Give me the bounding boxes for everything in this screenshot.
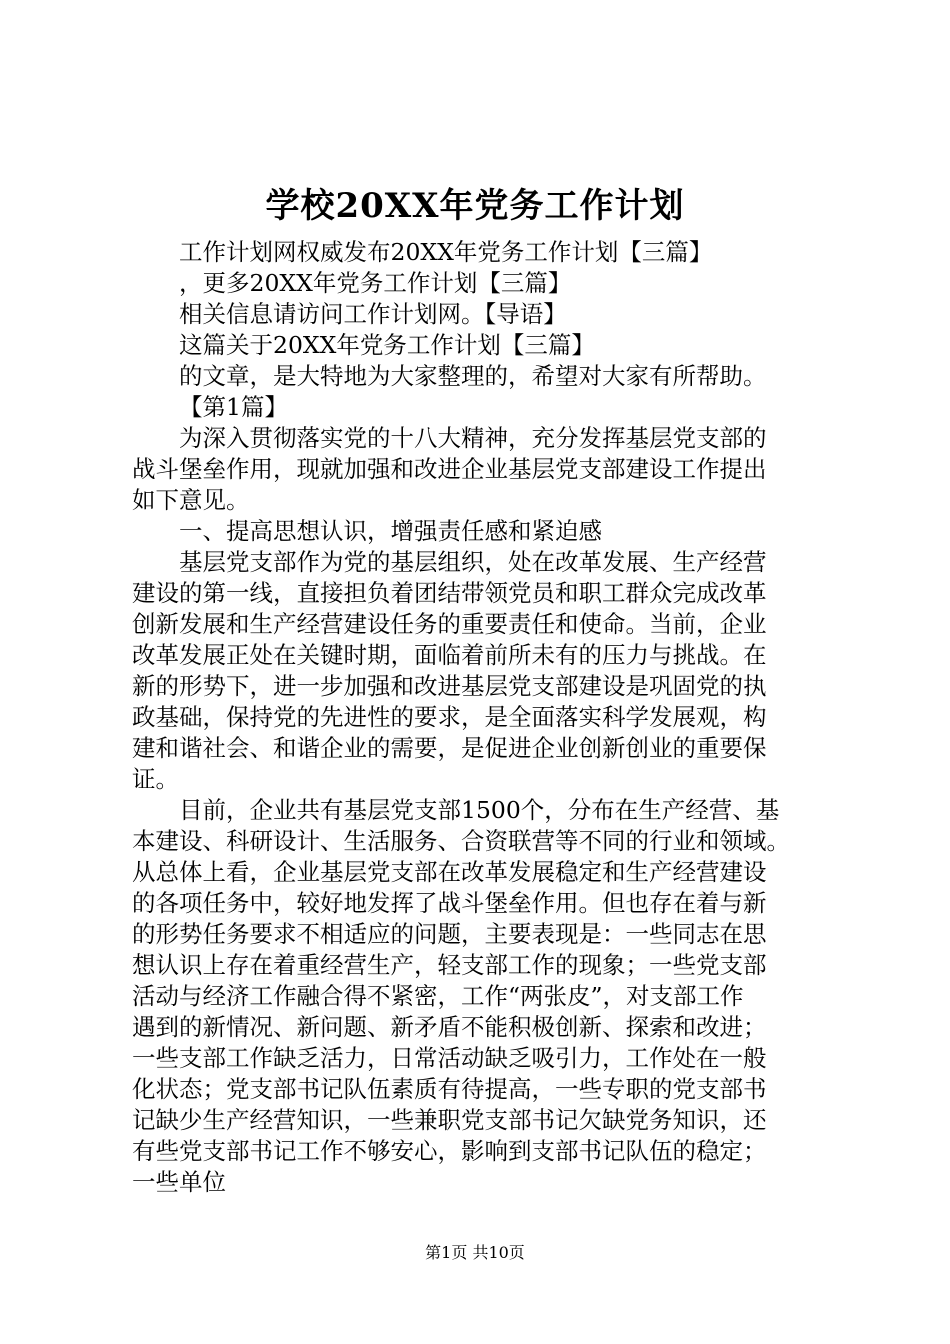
paragraph-line: 为深入贯彻落实党的十八大精神，充分发挥基层党支部的: [179, 424, 767, 452]
paragraph-line: 新的形势下，进一步加强和改进基层党支部建设是巩固党的执: [132, 672, 767, 700]
intro-line: 的文章，是大特地为大家整理的，希望对大家有所帮助。: [179, 362, 767, 390]
paragraph-line: 活动与经济工作融合得不紧密，工作“两张皮”，对支部工作: [132, 982, 744, 1010]
paragraph-line: 一些支部工作缺乏活力，日常活动缺乏吸引力，工作处在一般: [132, 1044, 767, 1072]
section-heading: 一、提高思想认识，增强责任感和紧迫感: [179, 517, 602, 545]
paragraph-line: 证。: [132, 765, 179, 793]
paragraph-line: 本建设、科研设计、生活服务、合资联营等不同的行业和领域。: [132, 827, 790, 855]
paragraph-line: 目前，企业共有基层党支部1500个，分布在生产经营、基: [179, 796, 780, 824]
page-footer: 第1页 共10页: [425, 1243, 525, 1262]
paragraph-line: 创新发展和生产经营建设任务的重要责任和使命。当前，企业: [132, 610, 767, 638]
section-label: 【第1篇】: [179, 393, 288, 421]
paragraph-line: 建设的第一线，直接担负着团结带领党员和职工群众完成改革: [132, 579, 767, 607]
paragraph-line: 改革发展正处在关键时期，面临着前所未有的压力与挑战。在: [132, 641, 767, 669]
paragraph-line: 从总体上看，企业基层党支部在改革发展稳定和生产经营建设: [132, 858, 767, 886]
paragraph-line: 的形势任务要求不相适应的问题，主要表现是：一些同志在思: [132, 920, 767, 948]
document-title: 学校20XX年党务工作计划: [265, 186, 685, 226]
paragraph-line: 政基础，保持党的先进性的要求，是全面落实科学发展观，构: [132, 703, 767, 731]
paragraph-line: 有些党支部书记工作不够安心，影响到支部书记队伍的稳定；: [132, 1137, 767, 1165]
intro-line: 这篇关于20XX年党务工作计划【三篇】: [179, 331, 595, 359]
intro-line: ，更多20XX年党务工作计划【三篇】: [179, 269, 572, 297]
intro-line: 工作计划网权威发布20XX年党务工作计划【三篇】: [179, 238, 713, 266]
paragraph-line: 想认识上存在着重经营生产，轻支部工作的现象；一些党支部: [132, 951, 767, 979]
paragraph-line: 建和谐社会、和谐企业的需要，是促进企业创新创业的重要保: [132, 734, 767, 762]
intro-line: 相关信息请访问工作计划网。【导语】: [179, 300, 567, 328]
paragraph-line: 基层党支部作为党的基层组织，处在改革发展、生产经营: [179, 548, 767, 576]
paragraph-line: 化状态；党支部书记队伍素质有待提高，一些专职的党支部书: [132, 1075, 767, 1103]
document-body: [132, 206, 832, 1198]
paragraph-line: 如下意见。: [132, 486, 250, 514]
paragraph-line: 记缺少生产经营知识，一些兼职党支部书记欠缺党务知识，还: [132, 1106, 767, 1134]
paragraph-line: 的各项任务中，较好地发挥了战斗堡垒作用。但也存在着与新: [132, 889, 767, 917]
paragraph-line: 战斗堡垒作用，现就加强和改进企业基层党支部建设工作提出: [132, 455, 767, 483]
paragraph-line: 一些单位: [132, 1168, 226, 1196]
paragraph-line: 遇到的新情况、新问题、新矛盾不能积极创新、探索和改进；: [132, 1013, 767, 1041]
